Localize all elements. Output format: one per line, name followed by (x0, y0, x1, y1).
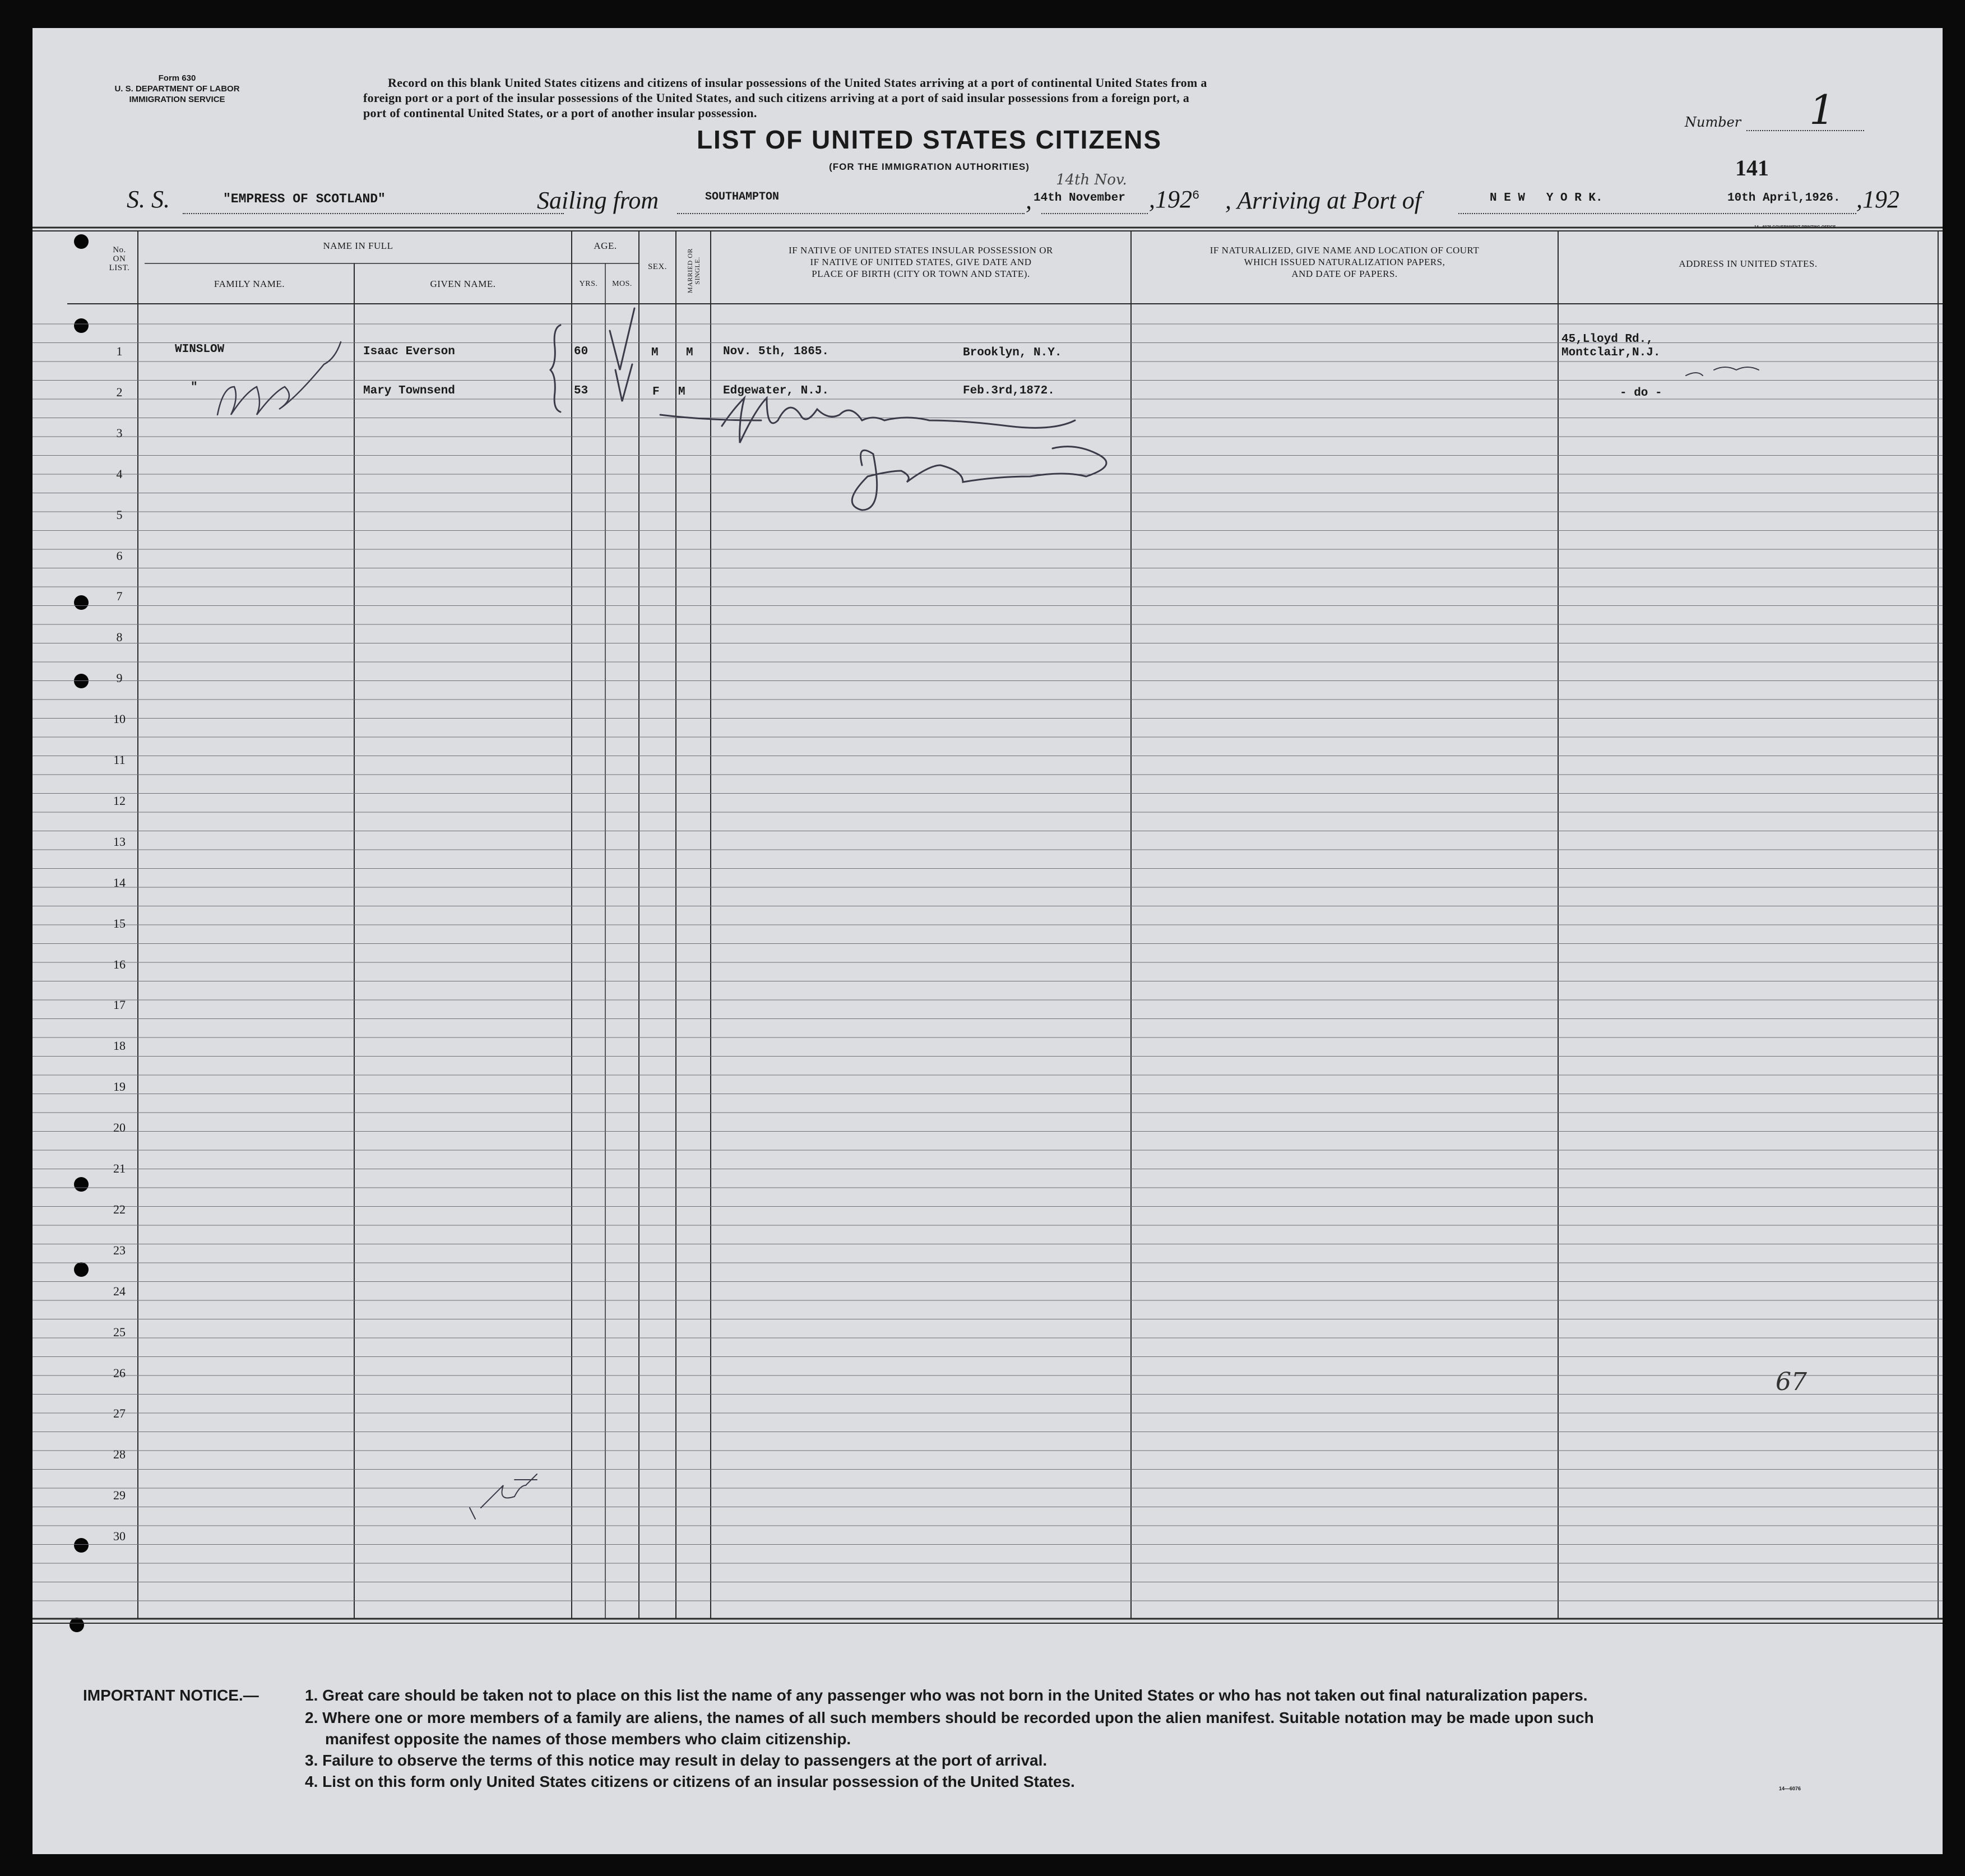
row-number: 3 (116, 425, 123, 440)
notice-label: IMPORTANT NOTICE.— (83, 1687, 259, 1704)
header-given-name: GIVEN NAME. (430, 279, 496, 289)
header-naturalized: IF NATURALIZED, GIVE NAME AND LOCATION OF COURT WHICH ISSUED NATURALIZATION PAPERS, AND DATE OF PAPERS. (1209, 245, 1480, 279)
row-number: 19 (113, 1080, 126, 1094)
inspector-signature (660, 398, 1106, 510)
entry-age-years: 60 (574, 345, 588, 358)
entry-given-name: Mary Townsend (363, 385, 455, 397)
arrival-port: N E W Y O R K. (1490, 192, 1603, 205)
entry-sex: M (651, 346, 659, 359)
header-name-in-full: NAME IN FULL (323, 240, 393, 251)
year-suffix: 6 (1192, 188, 1200, 203)
form-service: IMMIGRATION SERVICE (129, 95, 225, 104)
check-mark (615, 364, 632, 401)
instruction-line: port of continental United States, or a port of another insular possession. (363, 106, 757, 120)
date-annotation: 14th Nov. (1056, 172, 1127, 188)
row-number: 10 (113, 712, 126, 726)
form-department: U. S. DEPARTMENT OF LABOR (114, 84, 240, 94)
footer-code: 14—6076 (1779, 1786, 1801, 1791)
page-title: LIST OF UNITED STATES CITIZENS (696, 125, 1162, 154)
entry-marital-status: M (686, 346, 693, 359)
row-number: 30 (113, 1529, 126, 1544)
header-age: AGE. (594, 240, 617, 251)
family-brace (550, 325, 560, 412)
row-number: 11 (113, 753, 126, 767)
notice-item: manifest opposite the names of those members who claim citizenship. (325, 1730, 851, 1748)
instruction-line: Record on this blank United States citizens and citizens of insular possessions of the United States arriving at a port of continental United States from a (388, 76, 1207, 90)
entry-age-years: 53 (574, 385, 588, 397)
margin-mark: 67 (1776, 1368, 1807, 1396)
comma-mark: , (1026, 187, 1032, 214)
arriving-label: , Arriving at Port of (1225, 187, 1421, 214)
row-number: 17 (113, 998, 126, 1012)
ss-label: S. S. (127, 186, 170, 213)
row-number: 15 (113, 916, 126, 930)
header-mos: MOS. (612, 280, 632, 288)
entry-family-name: WINSLOW (175, 343, 225, 356)
notice-item: 2. Where one or more members of a family are aliens, the names of all such members should be recorded upon the alien manifest. Suitable notation may be made upon such (305, 1709, 1594, 1726)
form-number: Form 630 (158, 73, 196, 83)
header-yrs: YRS. (579, 280, 598, 288)
notice-item: 4. List on this form only United States citizens or citizens of an insular possession of the United States. (305, 1773, 1075, 1790)
row-number: 16 (113, 957, 126, 971)
entry-birth-date: Nov. 5th, 1865. (723, 345, 829, 358)
notice-item: 1. Great care should be taken not to place on this list the name of any passenger who was not born in the United States or who has not taken out final naturalization papers. (305, 1687, 1588, 1704)
entry-given-name: Isaac Everson (363, 345, 455, 358)
row-number: 26 (113, 1365, 126, 1380)
entry-address-line: 45,Lloyd Rd., (1561, 333, 1653, 346)
row-number: 9 (116, 671, 123, 685)
entry-address-line: Montclair,N.J. (1561, 346, 1661, 359)
sail-date: 14th November (1034, 192, 1125, 205)
row-number: 29 (113, 1488, 126, 1503)
entry-birth-place: Brooklyn, N.Y. (963, 346, 1062, 359)
print-mark: 14—6076 GOVERNMENT PRINTING OFFICE (1754, 225, 1836, 229)
year-label: ,192$^6$ (1149, 186, 1200, 213)
arrival-date: 10th April,1926. (1727, 192, 1841, 205)
ditto-annotation (1686, 367, 1759, 376)
header-no: No. ON LIST. (109, 245, 130, 272)
entry-address: - do - (1620, 387, 1662, 400)
row-number: 23 (113, 1243, 126, 1257)
row-number: 28 (113, 1447, 126, 1462)
manifest-sheet (33, 28, 1943, 1854)
row-number: 18 (113, 1039, 126, 1053)
entry-birth-place: Edgewater, N.J. (723, 385, 829, 397)
header-family-name: FAMILY NAME. (214, 279, 285, 289)
instruction-line: foreign port or a port of the insular possessions of the United States, and such citizens arriving at a port of said insular possessions from a foreign port, a (363, 91, 1190, 105)
row-number: 24 (113, 1284, 126, 1298)
entry-sex: F (652, 386, 660, 399)
row-number: 20 (113, 1120, 126, 1135)
header-address: ADDRESS IN UNITED STATES. (1679, 258, 1818, 269)
row-number: 8 (116, 630, 123, 645)
row-number: 4 (116, 466, 123, 481)
from-port: SOUTHAMPTON (705, 191, 780, 203)
row-number: 6 (116, 548, 123, 563)
notice-item: 3. Failure to observe the terms of this notice may result in delay to passengers at the port of arrival. (305, 1752, 1048, 1769)
row-number: 27 (113, 1406, 126, 1421)
row-number: 2 (116, 385, 123, 399)
page-stamp: 141 (1735, 155, 1769, 180)
entry-marital-status: M (678, 386, 685, 399)
check-mark (610, 308, 634, 370)
row-number: 1 (116, 344, 123, 358)
row-number: 25 (113, 1324, 126, 1339)
header-married: MARRIED OR SINGLE. (686, 248, 701, 294)
arrival-year-label: ,192 (1856, 186, 1899, 213)
clerk-initials (470, 1474, 537, 1519)
row-number: 14 (113, 875, 126, 890)
entry-family-name: " (191, 381, 198, 394)
sailing-label: Sailing from (537, 187, 659, 214)
page-subtitle: (FOR THE IMMIGRATION AUTHORITIES) (829, 161, 1030, 172)
header-birth: IF NATIVE OF UNITED STATES INSULAR POSSESSION OR IF NATIVE OF UNITED STATES, GIVE DATE AND PLACE OF BIRTH (CITY OR TOWN AND STATE). (789, 245, 1053, 279)
header-sex: SEX. (647, 262, 668, 271)
handwriting-marks (33, 28, 1943, 1854)
row-number: 5 (116, 507, 123, 522)
entry-birth-date: Feb.3rd,1872. (963, 385, 1055, 397)
row-number: 7 (116, 589, 123, 604)
row-number: 21 (113, 1161, 126, 1175)
row-number: 22 (113, 1202, 126, 1216)
row-number: 13 (113, 834, 126, 849)
initials-scribble (217, 342, 341, 415)
ship-name: "EMPRESS OF SCOTLAND" (223, 192, 386, 206)
number-label: Number (1685, 114, 1741, 130)
row-number: 12 (113, 793, 126, 808)
number-value: 1 (1809, 86, 1835, 133)
